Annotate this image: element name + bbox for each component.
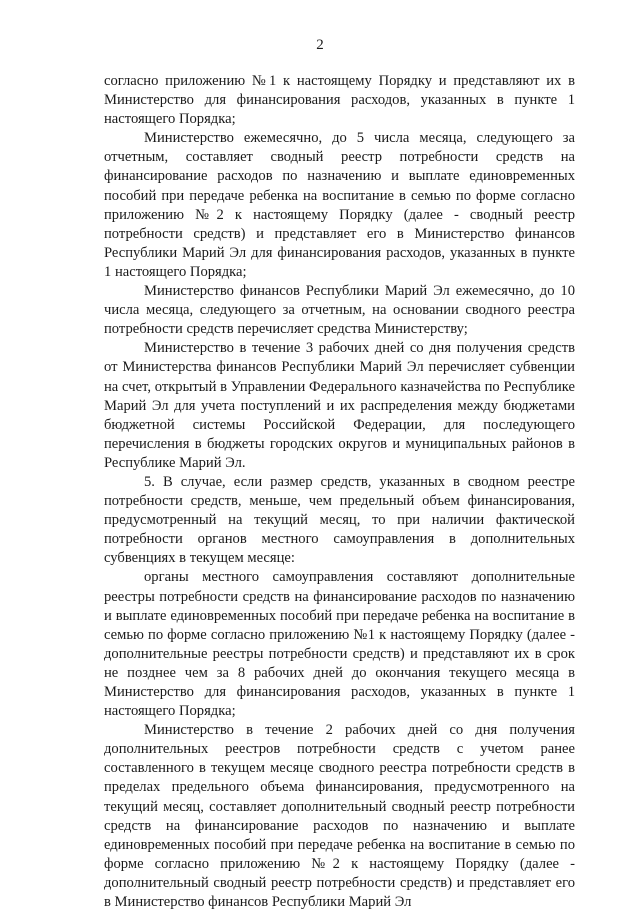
paragraph-local-authorities: органы местного самоуправления составляют дополнительные реестры потребности средств на финансирование расходов по назначению и выплате единовременных пособий при передаче ребенка на воспитание в семью по форме согласно приложению №1 к настоящему Порядку (далее - дополнительные реестры потребности средств) и представляют их в срок не позднее чем за 8 рабочих дней до окончания текущего месяца в Министерство для финансирования расходов, указанных в пункте 1 настоящего Порядка; bbox=[104, 569, 575, 720]
paragraph-ministry-monthly-registry: Министерство ежемесячно, до 5 числа месяца, следующего за отчетным, составляет сводный реестр потребности средств на финансирование расходов по назначению и выплате единовременных пособий при передаче ребенка на воспитание в семью по форме согласно приложению №2 к настоящему Порядку (далее - сводный реестр потребности средств) и представляет его в Министерство финансов Республики Марий Эл для финансирования расходов, указанных в пункте 1 настоящего Порядка; bbox=[104, 130, 575, 280]
paragraph-continuation: согласно приложению №1 к настоящему Порядку и представляют их в Министерство для финансирования расходов, указанных в пункте 1 настоящего Порядка; bbox=[104, 73, 575, 128]
document-body bbox=[104, 72, 575, 912]
page-number: 2 bbox=[316, 37, 324, 53]
paragraph-finance-ministry-transfer: Министерство финансов Республики Марий Эл ежемесячно, до 10 числа месяца, следующего за отчетным, на основании сводного реестра потребности средств перечисляет средства Министерству; bbox=[104, 283, 575, 338]
paragraph-additional-registry: Министерство в течение 2 рабочих дней со дня получения дополнительных реестров потребности средств с учетом ранее составленного в текущем месяце сводного реестра потребности средств в пределах предельного объема финансирования, предусмотренного на текущий месяц, составляет дополнительный сводный реестр потребности средств на финансирование расходов по назначению и выплате единовременных пособий при передаче ребенка на воспитание в семью по форме согласно приложению №2 к настоящему Порядку (далее - дополнительный сводный реестр потребности средств) и представляет его в Министерство финансов Республики Марий Эл bbox=[104, 722, 575, 911]
paragraph-clause-5: 5. В случае, если размер средств, указанных в сводном реестре потребности средств, меньше, чем предельный объем финансирования, предусмотренный на текущий месяц, то при наличии фактической потребности органов местного самоуправления в дополнительных субвенциях в текущем месяце: bbox=[104, 473, 575, 567]
paragraph-ministry-subventions: Министерство в течение 3 рабочих дней со дня получения средств от Министерства финансов Республики Марий Эл перечисляет субвенции на счет, открытый в Управлении Федерального казначейства по Республике Марий Эл для учета поступлений и их распределения между бюджетами бюджетной системы Российской Федерации, для последующего перечисления в бюджеты городских округов и муниципальных районов в Республике Марий Эл. bbox=[104, 340, 575, 471]
